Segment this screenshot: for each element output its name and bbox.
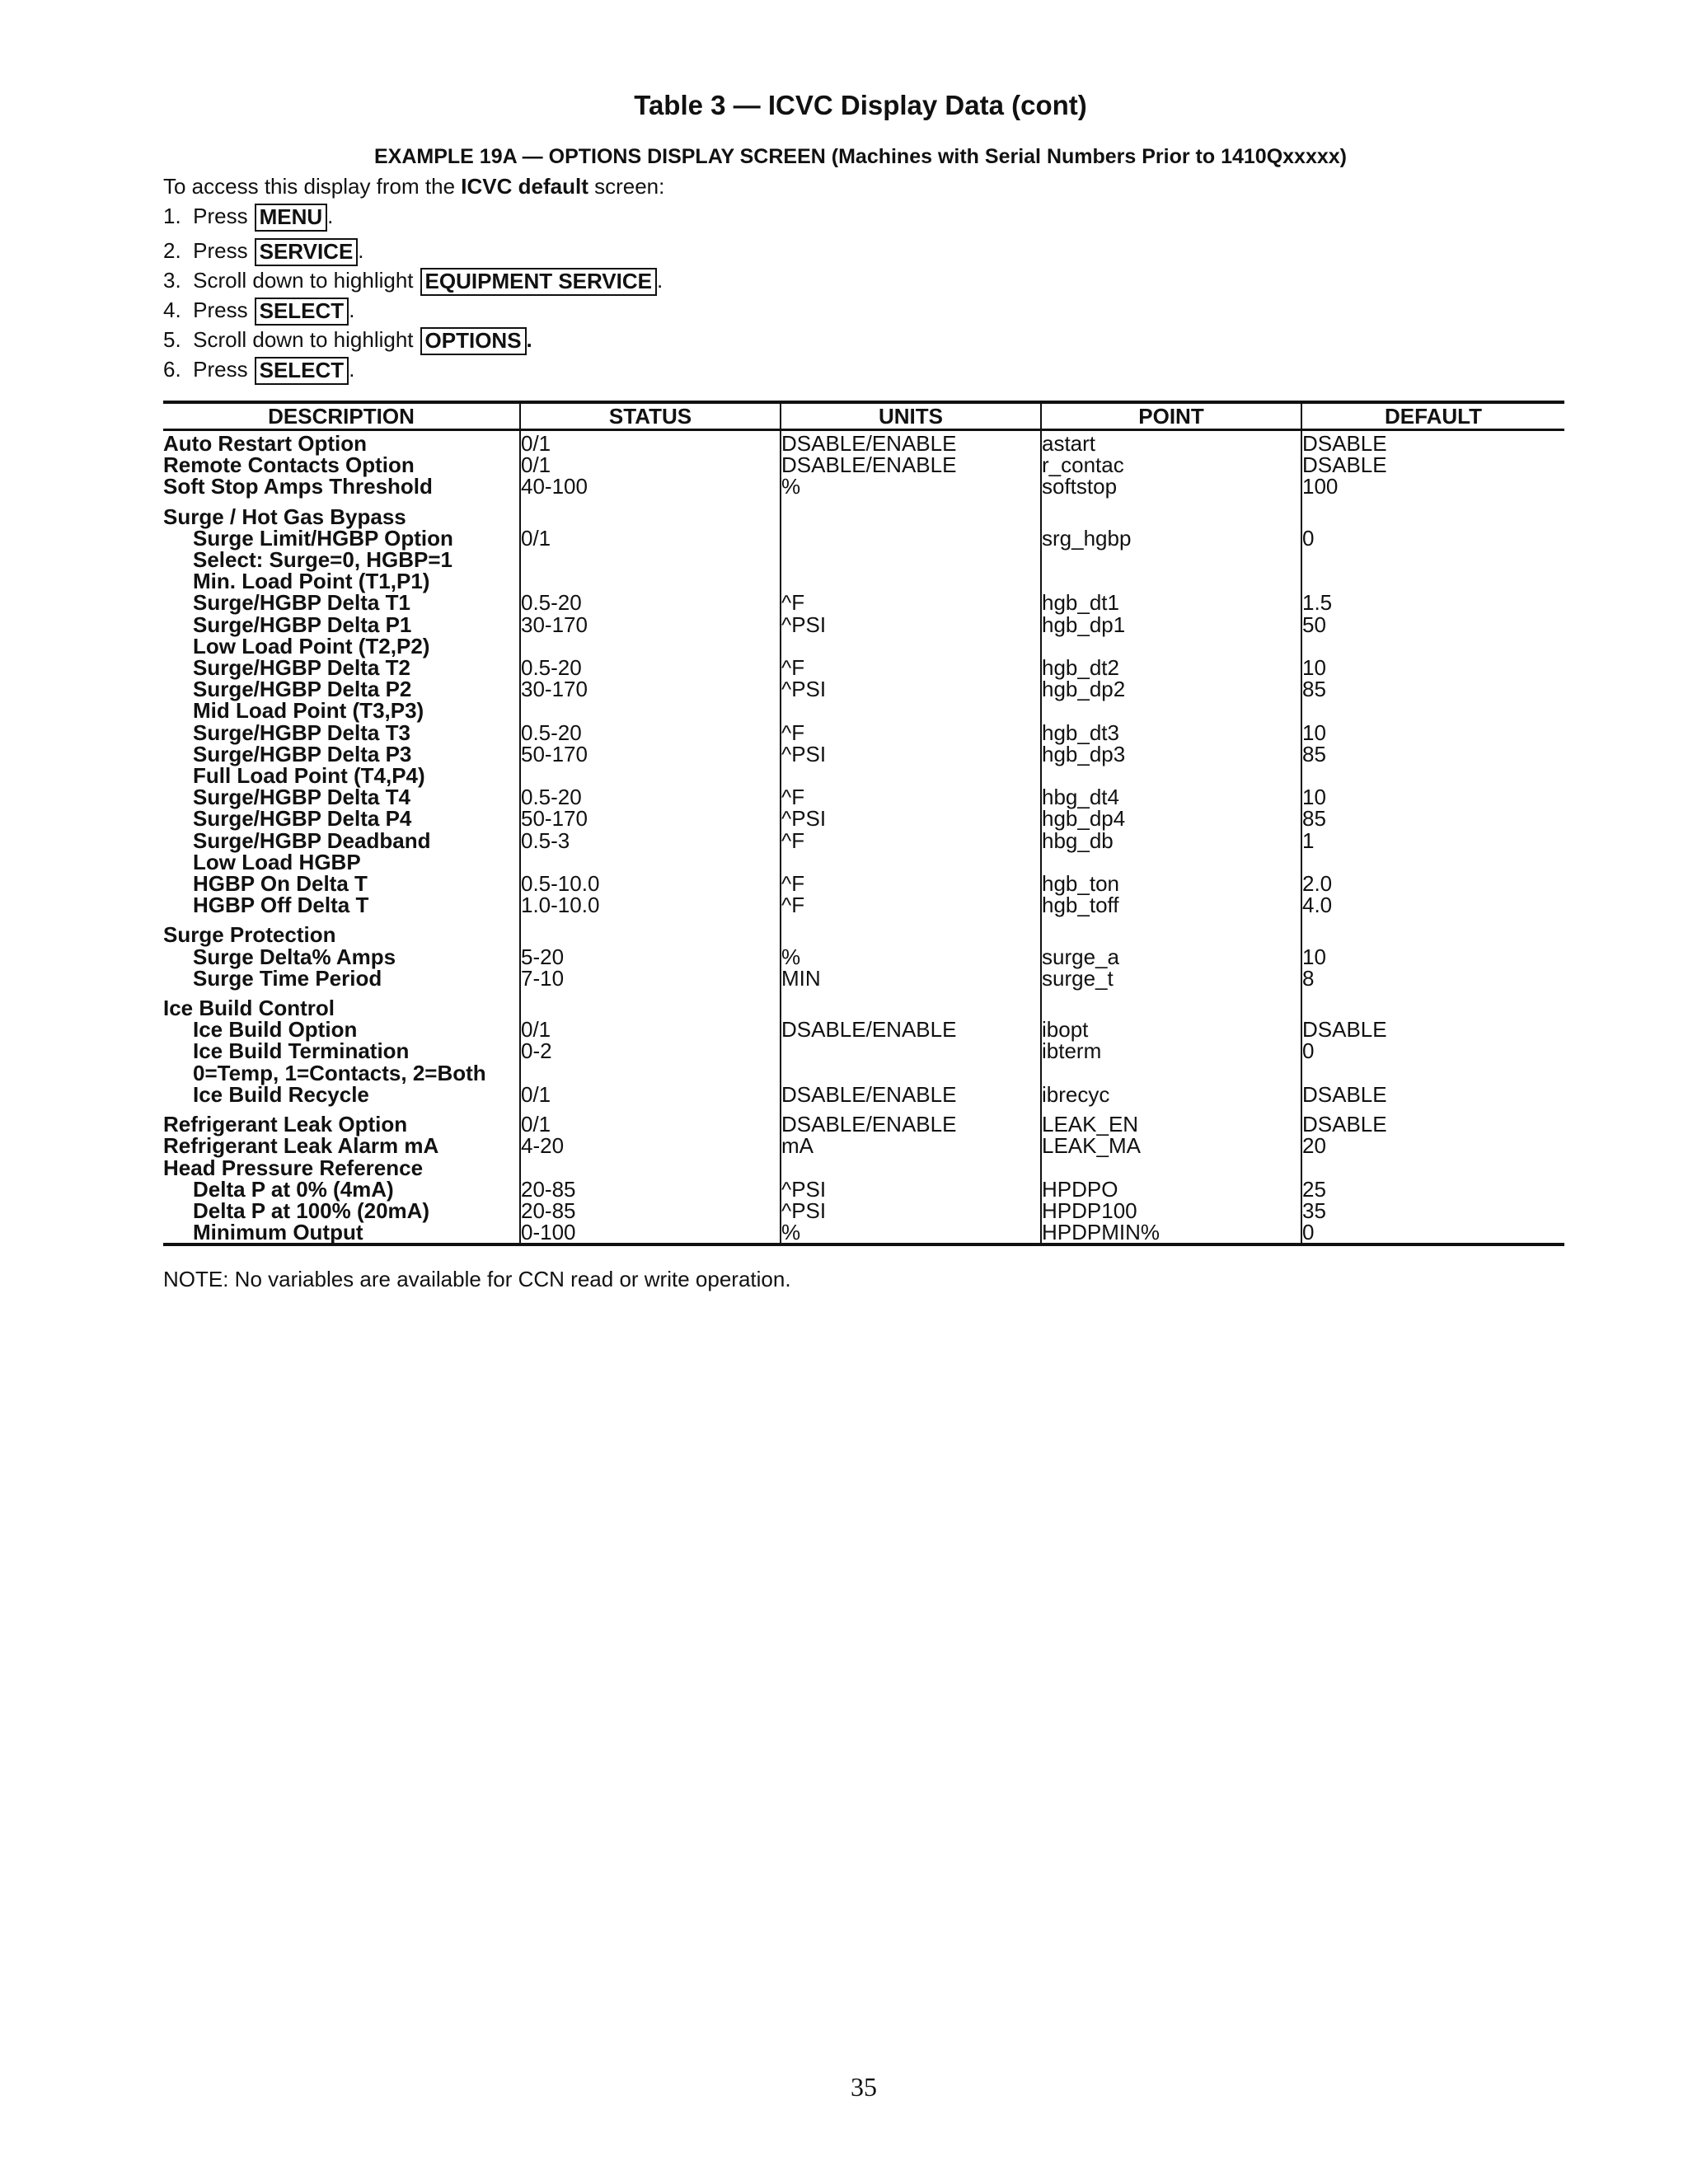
cell-status: 0-2 — [520, 1040, 781, 1062]
cell-default — [1301, 498, 1564, 527]
cell-units: DSABLE/ENABLE — [781, 1105, 1041, 1135]
cell-point — [1041, 1157, 1301, 1179]
cell-units: ^PSI — [781, 808, 1041, 829]
cell-point — [1041, 916, 1301, 945]
cell-point: hgb_dp1 — [1041, 614, 1301, 635]
step-period: . — [657, 268, 663, 293]
service-key: SERVICE — [255, 238, 359, 266]
cell-desc: Ice Build Option — [193, 1017, 358, 1043]
cell-desc: Ice Build Control — [163, 996, 335, 1021]
page-title: Table 3 — ICVC Display Data (cont) — [634, 90, 1087, 120]
cell-desc: Soft Stop Amps Threshold — [163, 474, 433, 499]
cell-point: LEAK_MA — [1041, 1135, 1301, 1156]
cell-default: 10 — [1301, 657, 1564, 678]
page-number: 35 — [851, 2072, 877, 2102]
header-status: STATUS — [520, 402, 781, 430]
cell-default: 4.0 — [1301, 894, 1564, 916]
table-row — [163, 527, 1564, 549]
table-row — [163, 830, 1564, 851]
cell-units: % — [781, 476, 1041, 497]
step-number: 5. — [163, 327, 181, 352]
table-row — [163, 1084, 1564, 1105]
cell-desc: Surge / Hot Gas Bypass — [163, 504, 406, 529]
cell-point: surge_t — [1041, 968, 1301, 989]
cell-status: 50-170 — [520, 808, 781, 829]
cell-desc: Surge/HGBP Delta P4 — [193, 806, 412, 832]
cell-desc: Delta P at 0% (4mA) — [193, 1176, 394, 1202]
header-description: DESCRIPTION — [163, 402, 520, 430]
table-row — [163, 454, 1564, 476]
table-row — [163, 743, 1564, 765]
cell-units: ^PSI — [781, 678, 1041, 700]
cell-status: 0/1 — [520, 1019, 781, 1040]
table-row — [163, 722, 1564, 743]
step-period: . — [327, 204, 334, 228]
cell-point — [1041, 989, 1301, 1019]
cell-units — [781, 1062, 1041, 1084]
step-item — [163, 295, 663, 325]
cell-desc: Surge/HGBP Delta P2 — [193, 677, 412, 702]
cell-default — [1301, 765, 1564, 786]
cell-desc: Low Load HGBP — [193, 849, 361, 874]
table-row — [163, 873, 1564, 894]
table-row — [163, 430, 1564, 455]
cell-status — [520, 700, 781, 721]
cell-status — [520, 916, 781, 945]
step-text: Press — [193, 238, 248, 263]
cell-status: 30-170 — [520, 678, 781, 700]
cell-desc: HGBP Off Delta T — [193, 893, 369, 918]
cell-desc: Ice Build Termination — [193, 1038, 410, 1064]
cell-status: 30-170 — [520, 614, 781, 635]
cell-units — [781, 1157, 1041, 1179]
cell-desc: Surge/HGBP Delta P1 — [193, 612, 412, 637]
step-item — [163, 265, 663, 295]
table-row — [163, 498, 1564, 527]
cell-desc: Surge Protection — [163, 922, 336, 948]
cell-desc: Surge Limit/HGBP Option — [193, 525, 453, 551]
cell-point: hgb_dp4 — [1041, 808, 1301, 829]
cell-status: 0.5-20 — [520, 786, 781, 808]
cell-desc: 0=Temp, 1=Contacts, 2=Both — [193, 1060, 486, 1085]
table-row — [163, 1157, 1564, 1179]
cell-point: hgb_dt1 — [1041, 592, 1301, 613]
cell-point — [1041, 549, 1301, 570]
cell-units — [781, 1040, 1041, 1062]
cell-desc: Min. Load Point (T1,P1) — [193, 569, 430, 594]
table-row — [163, 635, 1564, 657]
table-row — [163, 968, 1564, 989]
cell-point: srg_hgbp — [1041, 527, 1301, 549]
cell-units: ^PSI — [781, 1200, 1041, 1221]
step-item — [163, 236, 663, 265]
table-row — [163, 657, 1564, 678]
table-row — [163, 1019, 1564, 1040]
cell-default — [1301, 916, 1564, 945]
cell-status: 0.5-20 — [520, 657, 781, 678]
step-text: Scroll down to highlight — [193, 268, 414, 293]
step-period: . — [349, 298, 355, 322]
table-row — [163, 786, 1564, 808]
table-row — [163, 916, 1564, 945]
cell-units: DSABLE/ENABLE — [781, 1019, 1041, 1040]
cell-status — [520, 1062, 781, 1084]
step-item — [163, 354, 663, 384]
cell-default — [1301, 1157, 1564, 1179]
cell-status: 20-85 — [520, 1179, 781, 1200]
step-period: . — [526, 327, 532, 352]
table-row — [163, 1221, 1564, 1244]
cell-units: ^PSI — [781, 1179, 1041, 1200]
cell-desc: Surge/HGBP Delta T4 — [193, 785, 410, 810]
step-list — [163, 201, 663, 384]
cell-status: 20-85 — [520, 1200, 781, 1221]
cell-status: 0.5-10.0 — [520, 873, 781, 894]
cell-point — [1041, 851, 1301, 873]
cell-point: astart — [1041, 430, 1301, 455]
step-period: . — [349, 357, 355, 382]
cell-status: 0/1 — [520, 1084, 781, 1105]
cell-point: ibopt — [1041, 1019, 1301, 1040]
cell-default: 25 — [1301, 1179, 1564, 1200]
table-row — [163, 851, 1564, 873]
step-period: . — [358, 238, 364, 263]
cell-point: ibterm — [1041, 1040, 1301, 1062]
cell-status: 0/1 — [520, 454, 781, 476]
cell-status: 0.5-20 — [520, 592, 781, 613]
cell-desc: Surge Delta% Amps — [193, 944, 396, 969]
cell-units: DSABLE/ENABLE — [781, 430, 1041, 455]
cell-desc: Delta P at 100% (20mA) — [193, 1197, 430, 1223]
step-text: Press — [193, 298, 248, 322]
cell-default: 35 — [1301, 1200, 1564, 1221]
cell-status: 0-100 — [520, 1221, 781, 1244]
cell-units — [781, 570, 1041, 592]
cell-default: 85 — [1301, 743, 1564, 765]
table-row — [163, 1135, 1564, 1156]
cell-default: 8 — [1301, 968, 1564, 989]
table-header-row — [163, 402, 1564, 430]
cell-status: 0.5-20 — [520, 722, 781, 743]
cell-status: 0/1 — [520, 430, 781, 455]
cell-status — [520, 498, 781, 527]
cell-point — [1041, 1062, 1301, 1084]
step-number: 2. — [163, 238, 181, 263]
cell-point: hgb_dt2 — [1041, 657, 1301, 678]
cell-point: r_contac — [1041, 454, 1301, 476]
cell-units: mA — [781, 1135, 1041, 1156]
select-key: SELECT — [255, 298, 349, 326]
cell-desc: Refrigerant Leak Option — [163, 1112, 408, 1137]
cell-units — [781, 700, 1041, 721]
cell-status: 4-20 — [520, 1135, 781, 1156]
cell-status — [520, 989, 781, 1019]
table-row — [163, 476, 1564, 497]
cell-desc: Full Load Point (T4,P4) — [193, 763, 425, 789]
table-row — [163, 1200, 1564, 1221]
cell-default: 85 — [1301, 678, 1564, 700]
cell-status — [520, 635, 781, 657]
cell-default: 2.0 — [1301, 873, 1564, 894]
cell-desc: Surge/HGBP Delta P3 — [193, 741, 412, 766]
cell-units — [781, 635, 1041, 657]
step-text: Press — [193, 357, 248, 382]
cell-desc: Minimum Output — [193, 1220, 363, 1245]
step-text: Press — [193, 204, 248, 228]
cell-point — [1041, 635, 1301, 657]
cell-units — [781, 498, 1041, 527]
cell-point: HPDP100 — [1041, 1200, 1301, 1221]
table-row — [163, 946, 1564, 968]
cell-point: hbg_db — [1041, 830, 1301, 851]
cell-status: 0/1 — [520, 527, 781, 549]
cell-units: ^F — [781, 830, 1041, 851]
table-row — [163, 700, 1564, 721]
cell-desc: Surge/HGBP Deadband — [193, 827, 431, 853]
cell-point: ibrecyc — [1041, 1084, 1301, 1105]
header-units: UNITS — [781, 402, 1041, 430]
cell-status: 40-100 — [520, 476, 781, 497]
cell-desc: Low Load Point (T2,P2) — [193, 633, 430, 658]
cell-point: hgb_dp2 — [1041, 678, 1301, 700]
cell-desc: Select: Surge=0, HGBP=1 — [193, 547, 453, 573]
cell-units: ^F — [781, 873, 1041, 894]
cell-desc: Remote Contacts Option — [163, 452, 415, 478]
cell-desc: Auto Restart Option — [163, 431, 367, 456]
cell-units: DSABLE/ENABLE — [781, 1084, 1041, 1105]
step-item — [163, 201, 663, 236]
cell-desc: Mid Load Point (T3,P3) — [193, 698, 424, 724]
table-row — [163, 570, 1564, 592]
cell-status — [520, 765, 781, 786]
cell-default — [1301, 1062, 1564, 1084]
cell-default: DSABLE — [1301, 1084, 1564, 1105]
cell-units: ^F — [781, 894, 1041, 916]
cell-desc: Ice Build Recycle — [193, 1081, 369, 1107]
cell-units — [781, 765, 1041, 786]
cell-default — [1301, 851, 1564, 873]
cell-point: hgb_toff — [1041, 894, 1301, 916]
table-row — [163, 678, 1564, 700]
cell-default: 0 — [1301, 527, 1564, 549]
cell-default: 0 — [1301, 1221, 1564, 1244]
cell-point: hgb_dt3 — [1041, 722, 1301, 743]
cell-status — [520, 851, 781, 873]
step-text: Scroll down to highlight — [193, 327, 414, 352]
intro-bold: ICVC default — [461, 174, 588, 199]
cell-units: ^F — [781, 657, 1041, 678]
table-row — [163, 614, 1564, 635]
cell-status: 50-170 — [520, 743, 781, 765]
cell-default — [1301, 700, 1564, 721]
table-row — [163, 765, 1564, 786]
cell-point: softstop — [1041, 476, 1301, 497]
cell-units — [781, 989, 1041, 1019]
cell-desc: Surge/HGBP Delta T1 — [193, 590, 410, 616]
cell-status: 0/1 — [520, 1105, 781, 1135]
intro-text — [163, 173, 664, 199]
cell-status: 7-10 — [520, 968, 781, 989]
cell-units: % — [781, 946, 1041, 968]
cell-desc: Surge/HGBP Delta T2 — [193, 655, 410, 681]
select-key: SELECT — [255, 357, 349, 385]
cell-default — [1301, 570, 1564, 592]
cell-units: MIN — [781, 968, 1041, 989]
cell-default: 10 — [1301, 946, 1564, 968]
cell-point: surge_a — [1041, 946, 1301, 968]
cell-units: ^F — [781, 722, 1041, 743]
cell-units: DSABLE/ENABLE — [781, 454, 1041, 476]
step-number: 1. — [163, 204, 181, 228]
menu-key: MENU — [255, 204, 328, 232]
options-key: OPTIONS — [420, 327, 527, 355]
cell-desc: Head Pressure Reference — [163, 1155, 424, 1180]
cell-units: % — [781, 1221, 1041, 1244]
table-row — [163, 592, 1564, 613]
cell-default: DSABLE — [1301, 1019, 1564, 1040]
table-body — [163, 430, 1564, 1245]
intro-prefix: To access this display from the — [163, 174, 456, 199]
cell-default: 10 — [1301, 786, 1564, 808]
cell-default: 10 — [1301, 722, 1564, 743]
cell-units: ^PSI — [781, 743, 1041, 765]
cell-status: 1.0-10.0 — [520, 894, 781, 916]
cell-status: 5-20 — [520, 946, 781, 968]
table-row — [163, 894, 1564, 916]
cell-point — [1041, 570, 1301, 592]
footnote: NOTE: No variables are available for CCN read or write operation. — [163, 1267, 791, 1291]
cell-units — [781, 851, 1041, 873]
table-row — [163, 1179, 1564, 1200]
cell-default: DSABLE — [1301, 454, 1564, 476]
cell-units: ^F — [781, 592, 1041, 613]
cell-default — [1301, 549, 1564, 570]
cell-units — [781, 549, 1041, 570]
step-number: 6. — [163, 357, 181, 382]
cell-point: HPDPO — [1041, 1179, 1301, 1200]
cell-units — [781, 527, 1041, 549]
cell-default: 1 — [1301, 830, 1564, 851]
table-row — [163, 1105, 1564, 1135]
cell-default: 20 — [1301, 1135, 1564, 1156]
cell-units: ^F — [781, 786, 1041, 808]
cell-default: 1.5 — [1301, 592, 1564, 613]
cell-units — [781, 916, 1041, 945]
cell-default: 0 — [1301, 1040, 1564, 1062]
header-point: POINT — [1041, 402, 1301, 430]
step-item — [163, 325, 663, 354]
cell-desc: Refrigerant Leak Alarm mA — [163, 1133, 439, 1159]
table-row — [163, 549, 1564, 570]
header-default: DEFAULT — [1301, 402, 1564, 430]
cell-default — [1301, 989, 1564, 1019]
step-number: 3. — [163, 268, 181, 293]
step-number: 4. — [163, 298, 181, 322]
cell-status — [520, 549, 781, 570]
cell-point — [1041, 498, 1301, 527]
cell-default: 50 — [1301, 614, 1564, 635]
cell-point — [1041, 700, 1301, 721]
cell-point: hgb_dp3 — [1041, 743, 1301, 765]
cell-point: hbg_dt4 — [1041, 786, 1301, 808]
cell-desc: HGBP On Delta T — [193, 871, 368, 897]
table-row — [163, 1062, 1564, 1084]
cell-point: HPDPMIN% — [1041, 1221, 1301, 1244]
cell-default: 100 — [1301, 476, 1564, 497]
cell-default — [1301, 635, 1564, 657]
options-table — [163, 401, 1564, 1246]
cell-status — [520, 570, 781, 592]
equipment-service-key: EQUIPMENT SERVICE — [420, 268, 657, 296]
cell-default: 85 — [1301, 808, 1564, 829]
cell-default: DSABLE — [1301, 1105, 1564, 1135]
cell-status: 0.5-3 — [520, 830, 781, 851]
intro-suffix: screen: — [594, 174, 665, 199]
table-row — [163, 808, 1564, 829]
cell-default: DSABLE — [1301, 430, 1564, 455]
cell-point: LEAK_EN — [1041, 1105, 1301, 1135]
table-row — [163, 1040, 1564, 1062]
cell-status — [520, 1157, 781, 1179]
cell-units: ^PSI — [781, 614, 1041, 635]
cell-point: hgb_ton — [1041, 873, 1301, 894]
table-row — [163, 989, 1564, 1019]
cell-desc: Surge Time Period — [193, 965, 382, 991]
example-subtitle: EXAMPLE 19A — OPTIONS DISPLAY SCREEN (Machines with Serial Numbers Prior to 1410Qxxxxx) — [374, 145, 1347, 168]
cell-desc: Surge/HGBP Delta T3 — [193, 719, 410, 745]
cell-point — [1041, 765, 1301, 786]
